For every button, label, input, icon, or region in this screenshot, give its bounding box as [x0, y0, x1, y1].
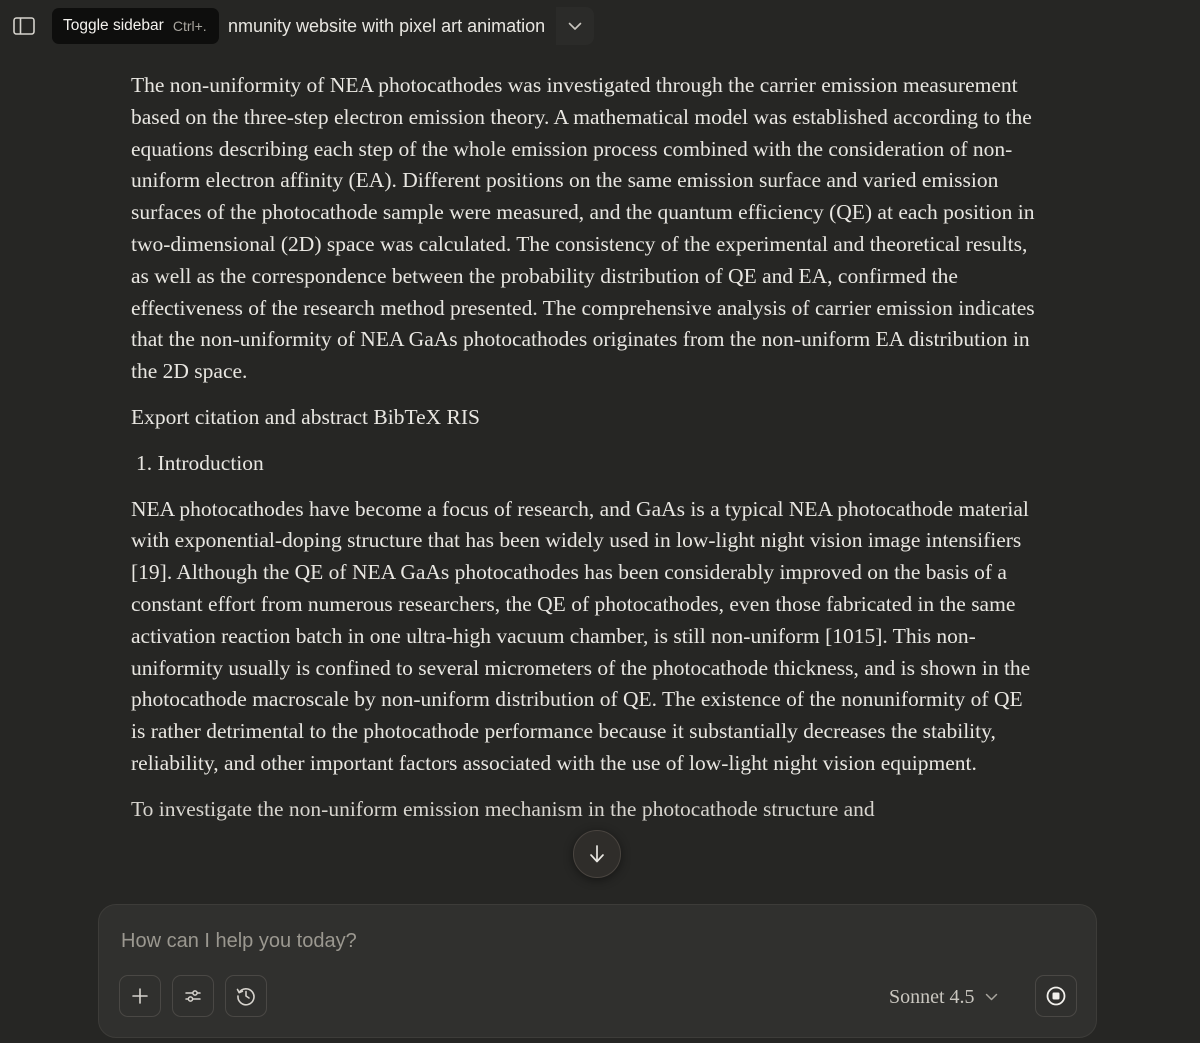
scroll-to-bottom-button[interactable] [573, 830, 621, 878]
chevron-down-icon [985, 993, 998, 1001]
top-bar [0, 0, 1200, 54]
tools-settings-button[interactable] [172, 975, 214, 1017]
model-label: Sonnet 4.5 [889, 985, 975, 1008]
message-input[interactable] [119, 923, 1059, 959]
sidebar-tooltip [52, 8, 219, 44]
partial-paragraph: To investigate the non-uniform emission mechanism in the photocathode structure and [131, 796, 875, 821]
tooltip-label: Toggle sidebar [63, 17, 164, 34]
export-citation-line: Export citation and abstract BibTeX RIS [131, 404, 480, 429]
stop-generation-button[interactable] [1035, 975, 1077, 1017]
model-selector[interactable] [889, 981, 998, 1013]
composer [98, 904, 1097, 1038]
chat-title[interactable]: nmunity website with pixel art animation [52, 7, 555, 45]
sidebar-toggle-button[interactable] [4, 7, 44, 45]
introduction-heading: 1. Introduction [136, 450, 264, 475]
introduction-paragraph: NEA photocathodes have become a focus of research, and GaAs is a typical NEA photocathode material with exponential-doping structure that has been widely used in low-light night vision image intensifiers [19]. Although the QE of NEA GaAs photocathodes has been considerably improved on the basis of a constant effort from numerous researchers, the QE of photocathodes, even those fabricated in the same activation reaction batch in one ultra-high vacuum chamber, is still non-uniform [1015]. This non-uniformity usually is confined to several micrometers of the photocathode thickness, and is shown in the photocathode macroscale by non-uniform distribution of QE. The existence of the nonuniformity of QE is rather detrimental to the photocathode performance because it substantially decreases the stability, reliability, and other important factors associated with the use of low-light night vision equipment. [131, 496, 1031, 775]
sidebar-toggle-icon [13, 17, 35, 35]
sliders-icon [184, 988, 202, 1004]
abstract-paragraph: The non-uniformity of NEA photocathodes was investigated through the carrier emission measurement based on the three-step electron emission theory. A mathematical model was established according to the equations describing each step of the whole emission process combined with the consideration of non-uniform electron affinity (EA). Different positions on the same emission surface and varied emission surfaces of the photocathode sample were measured, and the quantum efficiency (QE) at each position in two-dimensional (2D) space was calculated. The consistency of the experimental and theoretical results, as well as the correspondence between the probability distribution of QE and EA, confirmed the effectiveness of the research method presented. The comprehensive analysis of carrier emission indicates that the non-uniformity of NEA GaAs photocathodes originates from the non-uniform EA distribution in the 2D space. [131, 73, 1035, 384]
add-attachment-button[interactable] [119, 975, 161, 1017]
chat-title-dropdown-button[interactable] [556, 7, 594, 45]
history-button[interactable] [225, 975, 267, 1017]
chevron-down-icon [568, 22, 582, 31]
stop-icon [1045, 985, 1067, 1007]
plus-icon [131, 987, 149, 1005]
arrow-down-icon [589, 844, 605, 864]
message-content [131, 70, 1036, 840]
tooltip-shortcut: Ctrl+. [172, 18, 207, 34]
clock-icon [235, 985, 257, 1007]
